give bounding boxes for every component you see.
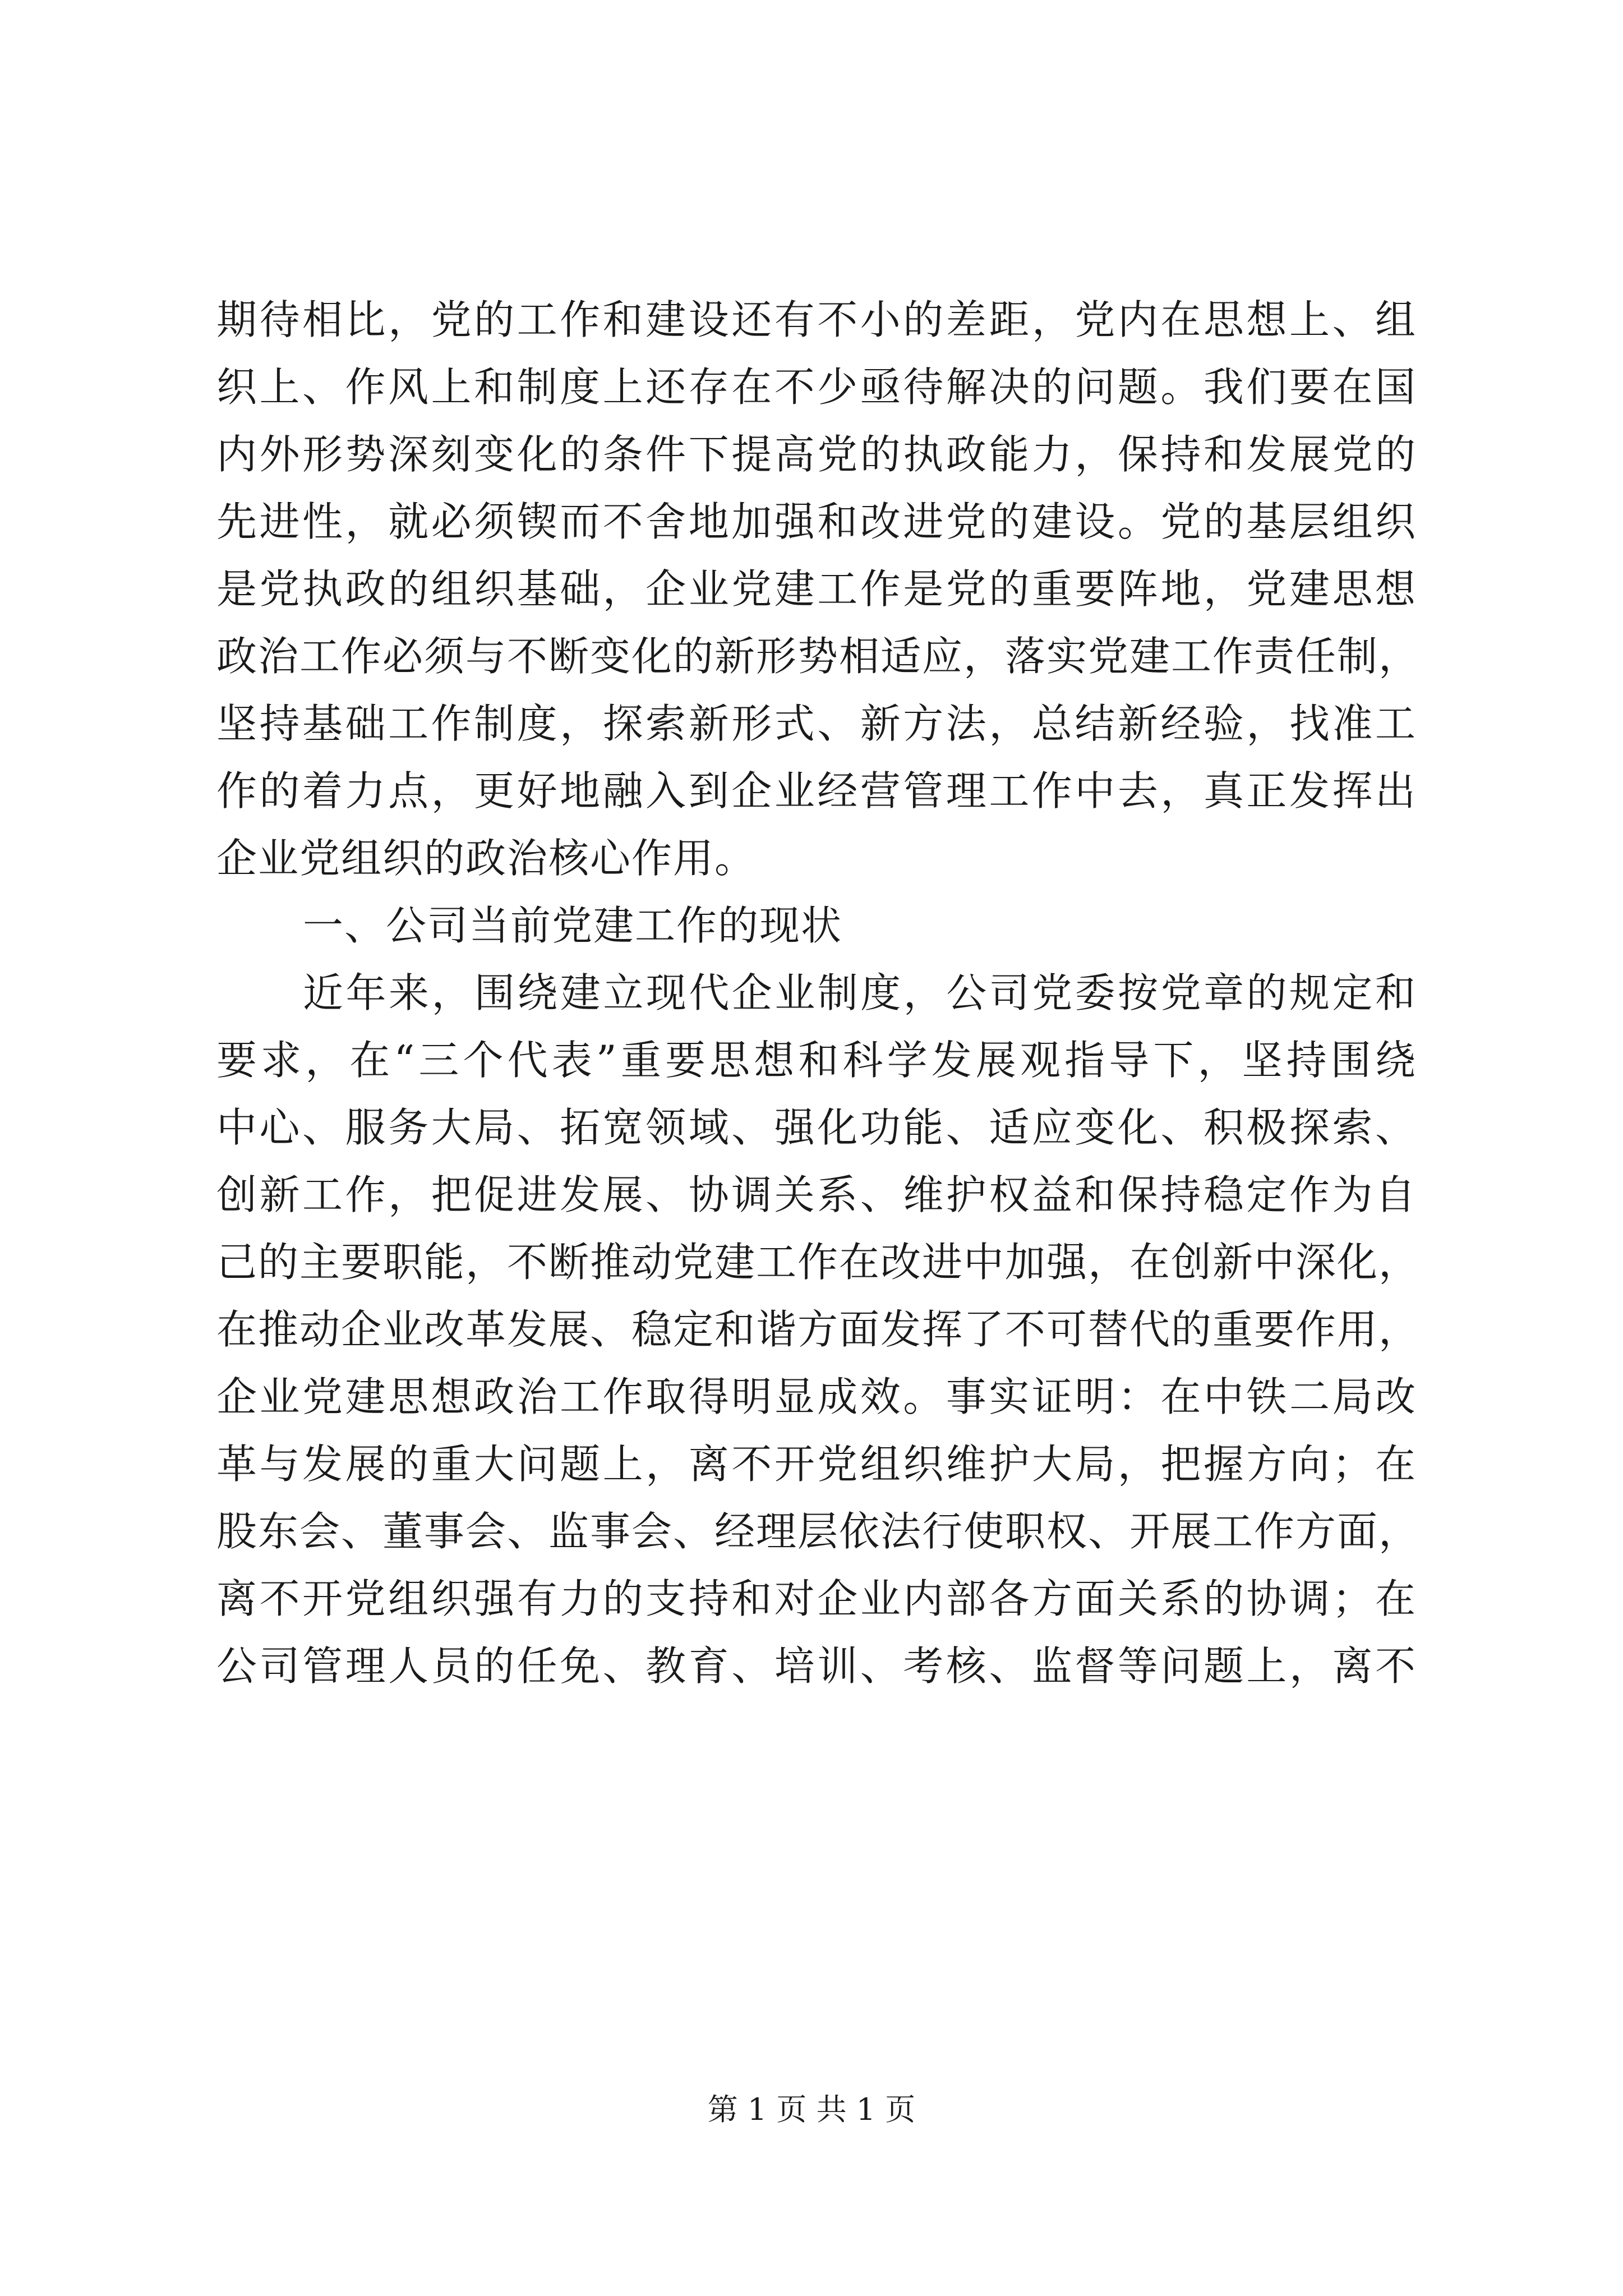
section-heading: 一、公司当前党建工作的现状: [303, 902, 843, 949]
paragraph-line: 是党执政的组织基础，企业党建工作是党的重要阵地，党建思想: [216, 565, 1417, 613]
paragraph-line: 在推动企业改革发展、稳定和谐方面发挥了不可替代的重要作用，: [216, 1306, 1421, 1353]
paragraph-line: 要求，在“三个代表”重要思想和科学发展观指导下，坚持围绕: [216, 1037, 1417, 1084]
paragraph-line: 中心、服务大局、拓宽领域、强化功能、适应变化、积极探索、: [216, 1104, 1417, 1151]
page-footer: 第 1 页 共 1 页: [707, 2092, 916, 2127]
paragraph-line: 己的主要职能，不断推动党建工作在改进中加强，在创新中深化，: [216, 1239, 1421, 1286]
paragraph-line: 公司管理人员的任免、教育、培训、考核、监督等问题上，离不: [216, 1642, 1417, 1690]
paragraph-line: 企业党组织的政治核心作用。: [216, 835, 757, 882]
paragraph-line: 期待相比，党的工作和建设还有不小的差距，党内在思想上、组: [216, 296, 1417, 343]
paragraph-line: 近年来，围绕建立现代企业制度，公司党委按党章的规定和: [303, 969, 1417, 1016]
paragraph-line: 离不开党组织强有力的支持和对企业内部各方面关系的协调；在: [216, 1575, 1417, 1622]
paragraph-line: 政治工作必须与不断变化的新形势相适应，落实党建工作责任制，: [216, 633, 1421, 680]
paragraph-line: 企业党建思想政治工作取得明显成效。事实证明：在中铁二局改: [216, 1373, 1417, 1420]
paragraph-line: 先进性，就必须锲而不舍地加强和改进党的建设。党的基层组织: [216, 498, 1417, 545]
paragraph-line: 创新工作，把促进发展、协调关系、维护权益和保持稳定作为自: [216, 1171, 1417, 1218]
paragraph-line: 坚持基础工作制度，探索新形式、新方法，总结新经验，找准工: [216, 700, 1417, 747]
paragraph-line: 内外形势深刻变化的条件下提高党的执政能力，保持和发展党的: [216, 431, 1417, 478]
paragraph-line: 革与发展的重大问题上，离不开党组织维护大局，把握方向；在: [216, 1441, 1417, 1488]
paragraph-line: 股东会、董事会、监事会、经理层依法行使职权、开展工作方面，: [216, 1508, 1421, 1555]
paragraph-line: 织上、作风上和制度上还存在不少亟待解决的问题。我们要在国: [216, 364, 1417, 411]
paragraph-line: 作的着力点，更好地融入到企业经营管理工作中去，真正发挥出: [216, 767, 1417, 815]
